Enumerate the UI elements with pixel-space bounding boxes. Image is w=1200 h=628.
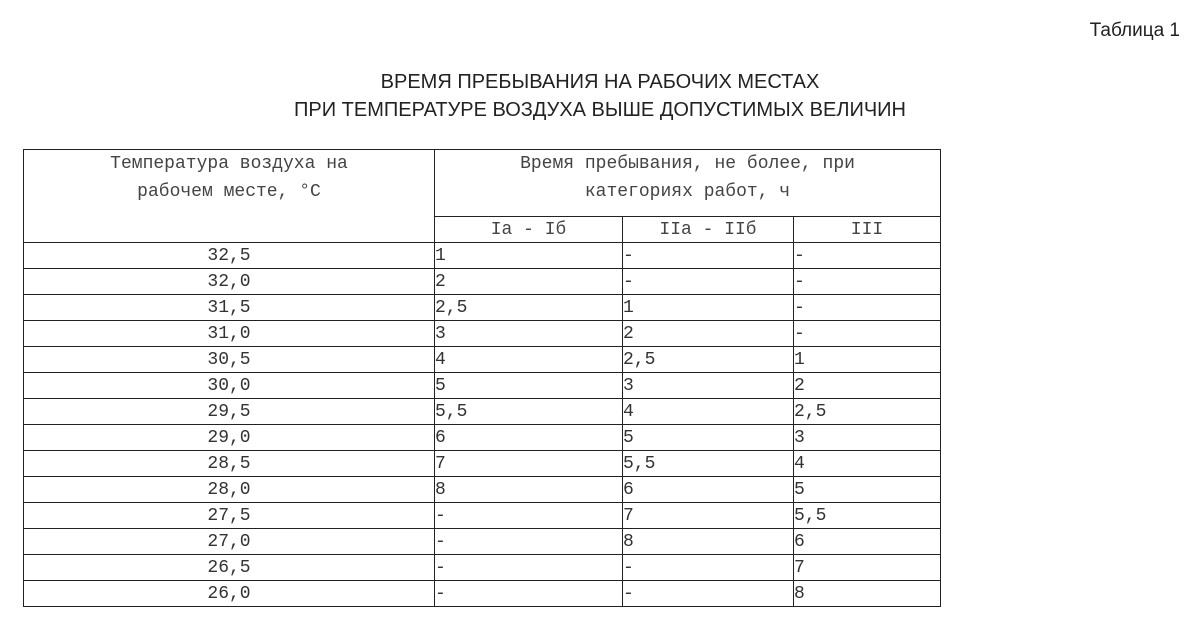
category-2-cell: -	[623, 269, 794, 295]
category-3-cell: 2,5	[794, 399, 941, 425]
category-2-cell: 6	[623, 477, 794, 503]
table-row	[24, 243, 941, 269]
temperature-cell: 32,0	[24, 269, 435, 295]
category-1-cell: -	[435, 555, 623, 581]
category-2-cell: 5,5	[623, 451, 794, 477]
table-row	[24, 373, 941, 399]
temperature-cell: 31,0	[24, 321, 435, 347]
category-1-cell: 3	[435, 321, 623, 347]
category-1-cell: -	[435, 581, 623, 607]
table-row	[24, 529, 941, 555]
category-3-cell: 1	[794, 347, 941, 373]
category-3-cell: 7	[794, 555, 941, 581]
table-row	[24, 555, 941, 581]
header-exposure-time	[435, 150, 941, 217]
temperature-cell: 27,5	[24, 503, 435, 529]
table-row	[24, 399, 941, 425]
category-3-cell: 2	[794, 373, 941, 399]
category-1-cell: 2	[435, 269, 623, 295]
category-2-cell: 3	[623, 373, 794, 399]
category-3-cell: 6	[794, 529, 941, 555]
table-row	[24, 347, 941, 373]
table-row	[24, 451, 941, 477]
category-3-cell: -	[794, 269, 941, 295]
category-2-cell: 7	[623, 503, 794, 529]
category-3-cell: 5	[794, 477, 941, 503]
temperature-cell: 28,5	[24, 451, 435, 477]
header-category-1: Iа - Iб	[435, 217, 623, 243]
title-line-1: ВРЕМЯ ПРЕБЫВАНИЯ НА РАБОЧИХ МЕСТАХ	[380, 71, 820, 93]
table-row	[24, 503, 941, 529]
temperature-cell: 32,5	[24, 243, 435, 269]
category-1-cell: 5	[435, 373, 623, 399]
header-temperature-line-2: рабочем месте, °С	[137, 182, 321, 202]
category-3-cell: 5,5	[794, 503, 941, 529]
category-1-cell: 8	[435, 477, 623, 503]
category-3-cell: -	[794, 295, 941, 321]
temperature-cell: 26,5	[24, 555, 435, 581]
temperature-cell: 31,5	[24, 295, 435, 321]
header-category-2: IIа - IIб	[623, 217, 794, 243]
category-3-cell: -	[794, 321, 941, 347]
category-3-cell: 4	[794, 451, 941, 477]
category-1-cell: 5,5	[435, 399, 623, 425]
table-row	[24, 295, 941, 321]
table-title	[0, 68, 1200, 124]
category-2-cell: 2	[623, 321, 794, 347]
temperature-cell: 30,5	[24, 347, 435, 373]
category-2-cell: -	[623, 243, 794, 269]
exposure-time-table	[23, 149, 941, 607]
table-row	[24, 581, 941, 607]
table-number: Таблица 1	[1089, 20, 1180, 41]
header-time-line-1: Время пребывания, не более, при	[520, 154, 855, 174]
temperature-cell: 27,0	[24, 529, 435, 555]
category-3-cell: -	[794, 243, 941, 269]
category-1-cell: 2,5	[435, 295, 623, 321]
header-time-line-2: категориях работ, ч	[584, 182, 791, 202]
header-temperature-line-1: Температура воздуха на	[110, 154, 348, 174]
category-2-cell: -	[623, 581, 794, 607]
table-row	[24, 269, 941, 295]
category-3-cell: 8	[794, 581, 941, 607]
temperature-cell: 28,0	[24, 477, 435, 503]
header-temperature	[24, 150, 435, 243]
category-1-cell: 4	[435, 347, 623, 373]
category-1-cell: 7	[435, 451, 623, 477]
temperature-cell: 30,0	[24, 373, 435, 399]
category-2-cell: 8	[623, 529, 794, 555]
temperature-cell: 26,0	[24, 581, 435, 607]
category-1-cell: -	[435, 503, 623, 529]
category-1-cell: -	[435, 529, 623, 555]
category-2-cell: 2,5	[623, 347, 794, 373]
category-2-cell: 4	[623, 399, 794, 425]
category-1-cell: 6	[435, 425, 623, 451]
temperature-cell: 29,0	[24, 425, 435, 451]
category-2-cell: -	[623, 555, 794, 581]
table-row	[24, 425, 941, 451]
table-row	[24, 321, 941, 347]
header-category-3: III	[794, 217, 941, 243]
category-1-cell: 1	[435, 243, 623, 269]
title-line-2: ПРИ ТЕМПЕРАТУРЕ ВОЗДУХА ВЫШЕ ДОПУСТИМЫХ ВЕЛИЧИН	[294, 99, 906, 121]
category-2-cell: 5	[623, 425, 794, 451]
temperature-cell: 29,5	[24, 399, 435, 425]
table-row	[24, 477, 941, 503]
category-3-cell: 3	[794, 425, 941, 451]
category-2-cell: 1	[623, 295, 794, 321]
